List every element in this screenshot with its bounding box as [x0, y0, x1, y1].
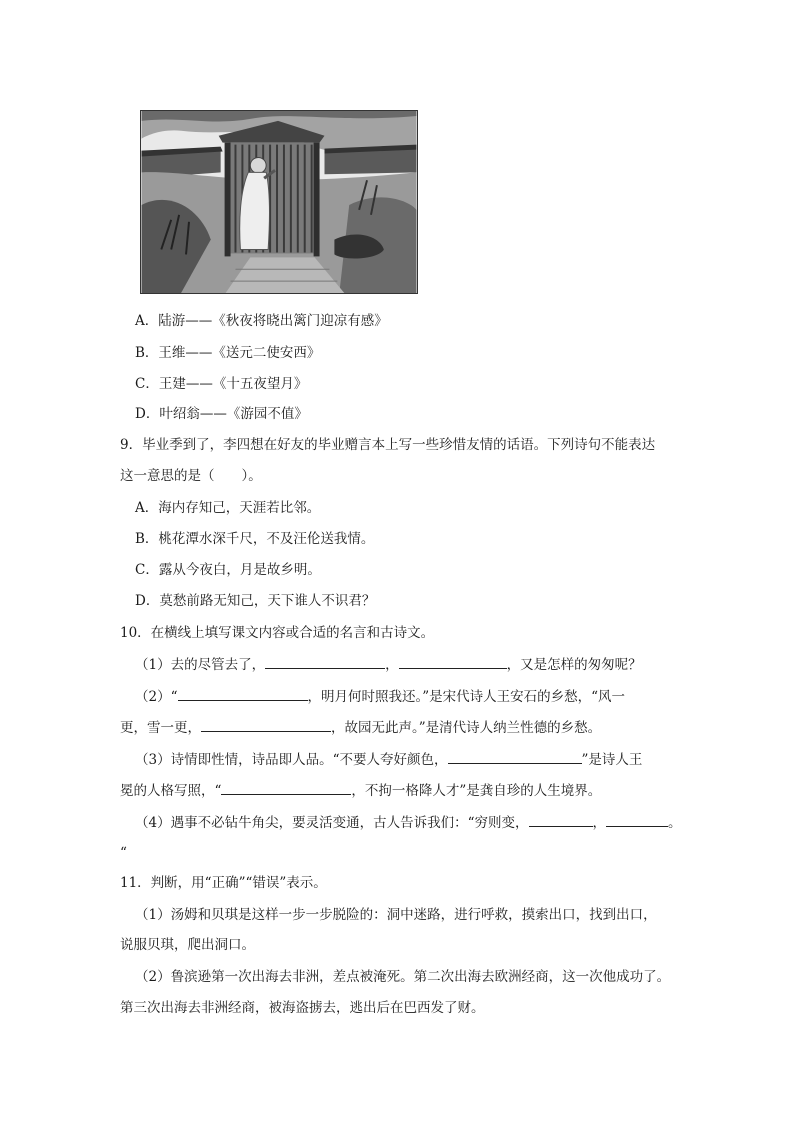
answer-blank[interactable]: [529, 812, 593, 827]
q10-part3-text-c: 冕的人格写照，“: [120, 783, 222, 799]
q10-part2-line1: [135, 686, 625, 707]
q9-stem-line2: 这一意思的是（ ）。: [120, 468, 262, 484]
q9-option-d: D．莫愁前路无知己，天下谁人不识君？: [135, 593, 376, 609]
q10-part1-text-c: ，又是怎样的匆匆呢？: [506, 657, 642, 673]
q11-part2-line2: 第三次出海去非洲经商，被海盗掳去，逃出后在巴西发了财。: [120, 1000, 485, 1016]
q8-option-d: D．叶绍翁——《游园不值》: [135, 406, 308, 422]
q9-option-b: B．桃花潭水深千尺，不及汪伦送我情。: [135, 531, 375, 547]
q10-part3-line1: [135, 749, 642, 770]
q10-part1-text-b: ，: [385, 657, 399, 673]
q8-option-a: A．陆游——《秋夜将晓出篱门迎凉有感》: [135, 313, 388, 329]
q10-part1: [135, 654, 642, 675]
q11-stem: 11．判断，用“正确”“错误”表示。: [120, 875, 327, 891]
q10-part4: [135, 812, 682, 833]
q11-part2-line1: （2）鲁滨逊第一次出海去非洲，差点被淹死。第二次出海去欧洲经商，这一次他成功了。: [135, 969, 671, 985]
answer-blank[interactable]: [265, 654, 385, 669]
q10-part2-line2: [120, 717, 601, 738]
q10-stem: 10．在横线上填写课文内容或合适的名言和古诗文。: [120, 625, 435, 641]
q10-part3-line2: [120, 780, 601, 801]
q11-part1-line2: 说服贝琪，爬出洞口。: [120, 937, 255, 953]
q10-part1-text-a: （1）去的尽管去了，: [135, 657, 266, 673]
answer-blank[interactable]: [221, 780, 351, 795]
answer-blank[interactable]: [606, 812, 668, 827]
q10-part4-text-a: （4）遇事不必钻牛角尖，要灵活变通，古人告诉我们：“穷则变，: [135, 815, 529, 831]
q11-part1-line1: （1）汤姆和贝琪是这样一步一步脱险的：洞中迷路，进行呼救，摸索出口，找到出口，: [135, 907, 657, 923]
answer-blank[interactable]: [399, 654, 507, 669]
illustration-man-at-garden-gate: [141, 111, 417, 293]
illustration-figure: [140, 110, 418, 294]
answer-blank[interactable]: [201, 717, 331, 732]
q10-part2-text-a: （2）“: [135, 689, 178, 705]
q10-part2-text-b: ，明月何时照我还。”是宋代诗人王安石的乡愁，“风一: [307, 689, 626, 705]
q10-part4-text-b: ，: [592, 815, 606, 831]
q10-part3-text-b: ”是诗人王: [581, 752, 643, 768]
answer-blank[interactable]: [178, 686, 308, 701]
q10-part2-text-d: ，故园无此声。”是清代诗人纳兰性德的乡愁。: [331, 720, 602, 736]
q8-option-b: B．王维——《送元二使安西》: [135, 345, 321, 361]
q10-part3-text-a: （3）诗情即性情，诗品即人品。“不要人夸好颜色，: [135, 752, 448, 768]
q10-part4-text-c: 。: [668, 815, 682, 831]
answer-blank[interactable]: [448, 749, 582, 764]
q9-option-a: A．海内存知己，天涯若比邻。: [135, 500, 321, 516]
q10-part4-trailing-quote: “: [120, 845, 127, 861]
q8-option-c: C．王建——《十五夜望月》: [135, 376, 308, 392]
q10-part3-text-d: ，不拘一格降人才”是龚自珍的人生境界。: [351, 783, 602, 799]
q9-option-c: C．露从今夜白，月是故乡明。: [135, 562, 321, 578]
q10-part2-text-c: 更，雪一更，: [120, 720, 201, 736]
q9-stem-line1: 9．毕业季到了，李四想在好友的毕业赠言本上写一些珍惜友情的话语。下列诗句不能表达: [120, 437, 656, 453]
